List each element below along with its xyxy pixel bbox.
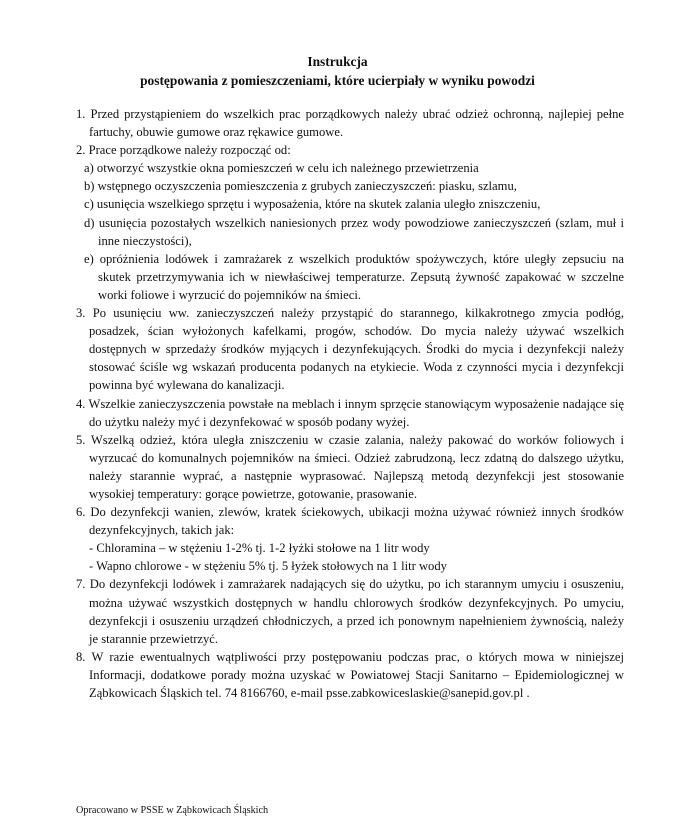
list-item-8	[76, 648, 624, 702]
item-text: Do dezynfekcji lodówek i zamrażarek nadających się do użytku, po ich starannym umyciu i osuszeniu, można używać wszystkich dostępnych w handlu chlorowych środków dezynfekcyjnych. Po umyciu, dezynfekcji i osuszeniu urządzeń chłodniczych, a przed ich ponownym napełnieniem żywnością, należy je starannie przewietrzyć.	[89, 577, 624, 646]
item-number: 7.	[76, 577, 86, 592]
disinfectant-chloramina: - Chloramina – w stężeniu 1-2% tj. 1-2 łyżki stołowe na 1 litr wody	[89, 541, 430, 556]
sub-item-a: a) otworzyć wszystkie okna pomieszczeń w celu ich należnego przewietrzenia	[84, 161, 479, 176]
list-item-5	[76, 431, 624, 503]
title-line-1: Instrukcja	[307, 54, 368, 69]
list-item-1	[76, 105, 624, 141]
item-text: Po usunięciu ww. zanieczyszczeń należy przystąpić do starannego, kilkakrotnego zmycia podłóg, posadzek, ścian wyłożonych kafelkami, progów, schodów. Do mycia należy używać wszelkich dostępnych w sprzedaży środków myjących i dezynfekujących. Środki do mycia i dezynfekcji należy stosować ściśle wg wskazań producenta podanych na etykiecie. Woda z czynności mycia i dezynfekcji powinna być wylewana do kanalizacji.	[89, 306, 624, 393]
list-item-7	[76, 575, 624, 647]
item-text: Przed przystąpieniem do wszelkich prac porządkowych należy ubrać odzież ochronną, najlepiej pełne fartuchy, obuwie gumowe oraz rękawice gumowe.	[89, 107, 625, 140]
footer-note: Opracowano w PSSE w Ząbkowicach Śląskich	[76, 805, 269, 816]
item-number: 2.	[76, 143, 86, 158]
title-line-2: postępowania z pomieszczeniami, które ucierpiały w wyniku powodzi	[140, 73, 535, 88]
list-item-2	[76, 141, 624, 159]
item-number: 3.	[76, 306, 86, 321]
item-text: W razie ewentualnych wątpliwości przy postępowaniu podczas prac, o których mowa w niniejszej Informacji, dodatkowe porady można uzyskać w Powiatowej Stacji Sanitarno – Epidemiologicznej w Ząbkowicach Śląskich tel. 74 8166760, e-mail psse.zabkowiceslaskie@sanepid.gov.pl .	[89, 649, 625, 700]
list-item-4	[76, 395, 624, 431]
sub-list	[76, 159, 624, 304]
item-number: 5.	[76, 432, 86, 447]
sub-item-e: e) opróżnienia lodówek i zamrażarek z wszelkich produktów spożywczych, które uległy zepsuciu na skutek przetrzymywania ich w niewłaściwej temperaturze. Zepsutą żywność zapakować w szczelne worki foliowe i wyrzucić do pojemników na śmieci.	[84, 251, 624, 302]
item-text: Prace porządkowe należy rozpocząć od:	[88, 143, 291, 158]
document-title	[0, 52, 675, 90]
disinfectant-wapno: - Wapno chlorowe - w stężeniu 5% tj. 5 łyżek stołowych na 1 litr wody	[89, 559, 447, 574]
sub-item-d: d) usunięcia pozostałych wszelkich naniesionych przez wody powodziowe zanieczyszczeń (szlam, muł i inne nieczystości),	[84, 215, 624, 248]
disinfectant-list	[76, 539, 624, 575]
item-text: Wszelką odzież, która uległa zniszczeniu w czasie zalania, należy pakować do worków foliowych i wyrzucać do komunalnych pojemników na śmieci. Odzież zabrudzoną, lecz zdatną do dalszego użytku, należy starannie wyprać, a następnie wyprasować. Najlepszą metodą dezynfekcji jest stosowanie wysokiej temperatury: gorące powietrze, gotowanie, prasowanie.	[89, 432, 625, 501]
sub-item-c: c) usunięcia wszelkiego sprzętu i wyposażenia, które na skutek zalania uległo zniszczeniu,	[84, 197, 541, 212]
item-number: 8.	[76, 649, 86, 664]
item-text: Wszelkie zanieczyszczenia powstałe na meblach i innym sprzęcie stanowiącym wyposażenie nadające się do użytku należy myć i dezynfekować w sposób podany wyżej.	[88, 396, 624, 429]
sub-item-b: b) wstępnego oczyszczenia pomieszczenia z grubych zanieczyszczeń: piasku, szlamu,	[84, 179, 517, 194]
item-number: 6.	[76, 505, 86, 520]
list-item-3	[76, 304, 624, 394]
list-item-6	[76, 503, 624, 539]
item-number: 4.	[76, 396, 86, 411]
item-number: 1.	[76, 107, 86, 121]
item-text: Do dezynfekcji wanien, zlewów, kratek ściekowych, ubikacji można używać również innych środków dezynfekcyjnych, takich jak:	[89, 505, 624, 538]
document-body	[76, 105, 624, 702]
